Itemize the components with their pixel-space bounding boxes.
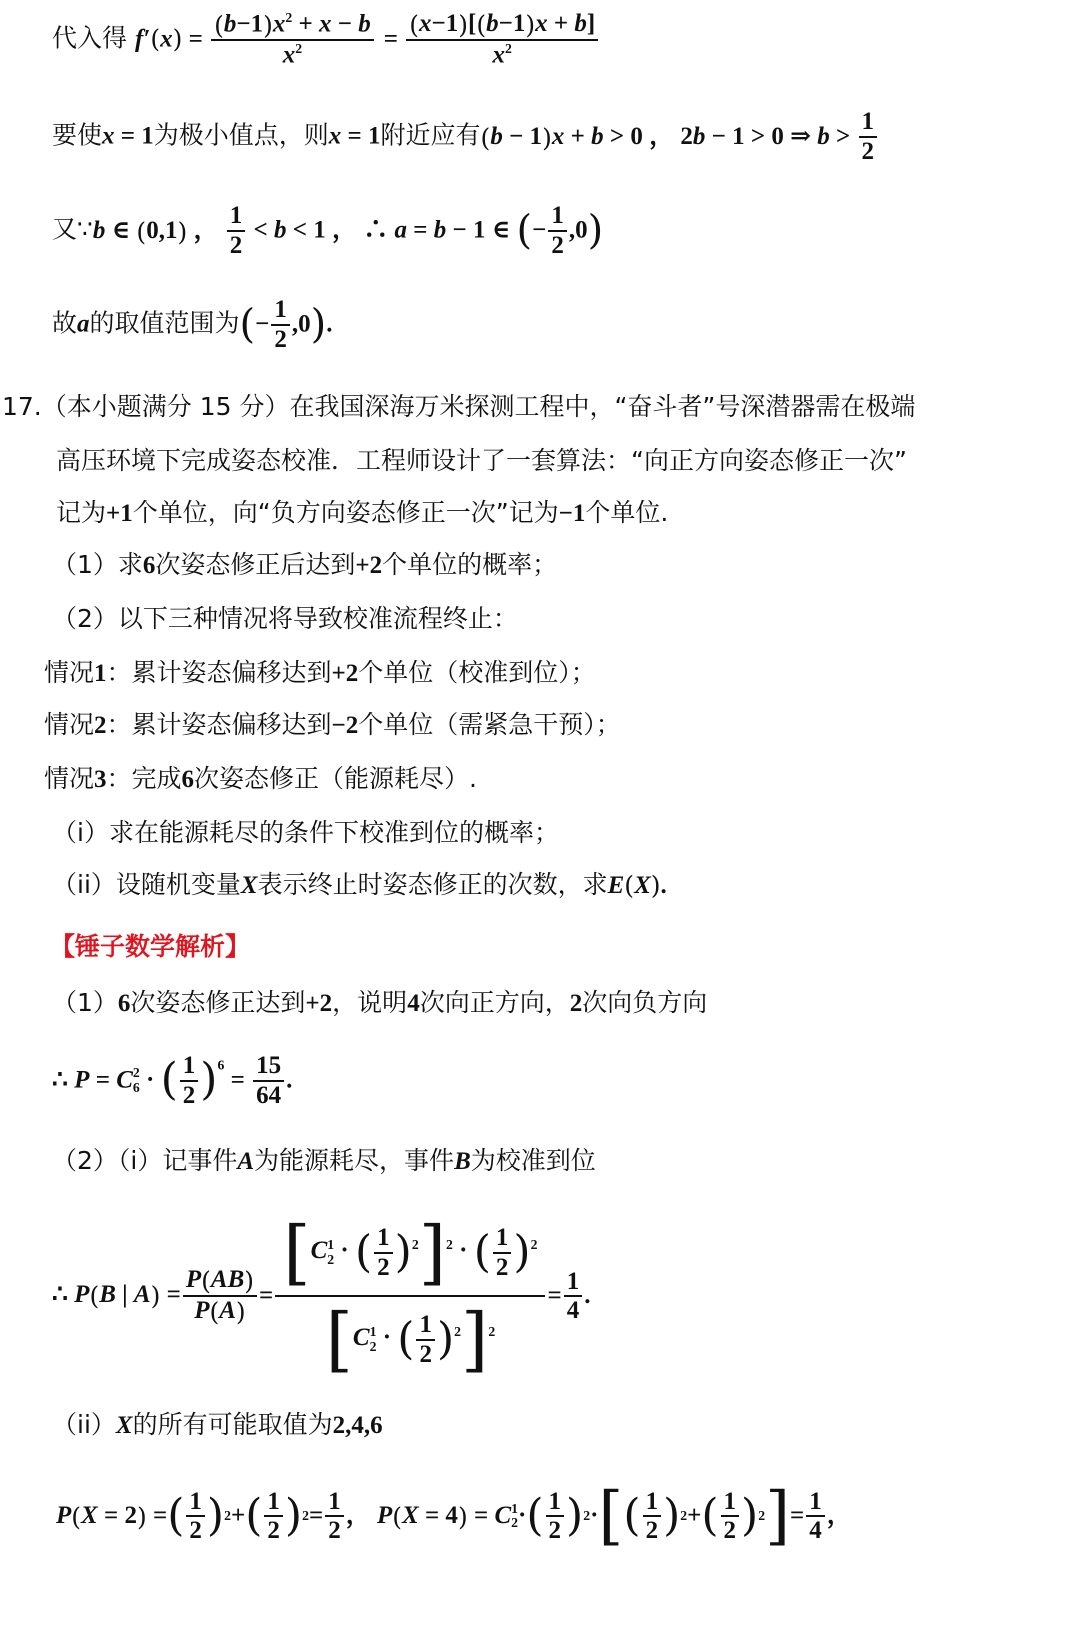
- distribution-formula: P(X = 2) = ( $\frac{1}{2}$ ) 2 + ( $\frac{1}{2}$ ) 2 = $\frac{1}{2}$ ， P(X = 4) = C 1 2 · ( $\frac{1}{2}$ ) 2 · [ ( $\frac{1}{2}$ ) 2 + ( $\frac{1}{2}$ ) 2 ] = $\frac{1}{4}$ ，: [56, 1479, 852, 1553]
- text: 个单位，向“负方向姿态修正一次”记为: [132, 498, 559, 527]
- sub-question-i: （i）求在能源耗尽的条件下校准到位的概率；: [52, 818, 559, 847]
- text: 个单位（需紧急干预）；: [358, 710, 621, 739]
- text: ：完成: [106, 764, 182, 793]
- question-17-line3: 记为+1个单位，向“负方向姿态修正一次”记为−1个单位.: [56, 498, 669, 527]
- derivative-line: 代入得 f′(x) = $\frac{(b-1)x^2 + x - b}{x^2}$ = $\frac{(x-1)[(b-1)x + b]}{x^2}$: [52, 10, 600, 69]
- text: 次向负方向: [582, 988, 708, 1017]
- text: 为能源耗尽，事件: [254, 1146, 455, 1175]
- solution-part2: （2）（i）记事件A为能源耗尽，事件B为校准到位: [52, 1146, 596, 1175]
- minimum-condition-line: 要使x = 1为极小值点，则x = 1附近应有(b − 1)x + b > 0 ， 2b − 1 > 0 ⇒ b > $\frac{1}{2}$: [52, 108, 879, 165]
- text: 为校准到位: [470, 1146, 596, 1175]
- text: 次向正方向，: [419, 988, 570, 1017]
- text: 的所有可能取值为: [132, 1410, 333, 1439]
- text: 要使: [52, 120, 103, 150]
- text: 情况: [44, 658, 95, 687]
- case-3: 情况3：完成6次姿态修正（能源耗尽）.: [44, 764, 477, 793]
- text: 又∵: [52, 214, 93, 244]
- range-b-line: 又∵b ∈ (0,1) ， $\frac{1}{2}$ < b < 1 ， ∴ a = b − 1 ∈ (− $\frac{1}{2}$ ,0): [52, 202, 604, 259]
- sub-question-ii: （ii）设随机变量X表示终止时姿态修正的次数，求E(X).: [52, 870, 667, 900]
- question-17-line2: 高压环境下完成姿态校准．工程师设计了一套算法：“向正方向姿态修正一次”: [56, 446, 907, 475]
- solution-part1: （1）6次姿态修正达到+2，说明4次向正方向，2次向负方向: [52, 988, 708, 1017]
- case-2: 情况2：累计姿态偏移达到−2个单位（需紧急干预）；: [44, 710, 621, 739]
- text: 个单位（校准到位）；: [358, 658, 596, 687]
- text: 表示终止时姿态修正的次数，求: [257, 870, 608, 899]
- text: 个单位的概率；: [382, 550, 558, 579]
- text: 次姿态修正后达到: [155, 550, 356, 579]
- text: （ii）设随机变量: [52, 870, 241, 899]
- text: 为极小值点，则: [153, 120, 329, 150]
- text: （1）求: [52, 550, 143, 579]
- text: 次姿态修正达到: [130, 988, 306, 1017]
- text: （2）（i）记事件: [52, 1146, 238, 1175]
- solution-part1-formula: ∴ P = C 2 6 · ( $\frac{1}{2}$ )$^6$ = $\frac{15}{64}$ .: [52, 1052, 293, 1109]
- text: ，说明: [332, 988, 408, 1017]
- text: 个单位.: [585, 498, 669, 527]
- text: ：累计姿态偏移达到: [106, 710, 332, 739]
- text: （ii）: [52, 1410, 116, 1439]
- question-17-head: 17.（本小题满分 15 分）在我国深海万米探测工程中，“奋斗者”号深潜器需在极端: [2, 392, 916, 421]
- conditional-probability-formula: ∴ P(B | A) = $\frac{P(AB)}{P(A)}$ = [C 1 2 · ( $\frac{1}{2}$ )$^2$]$^2$ · ( $\frac{1}{2}$ )$^2$ [C 1 2 · ( $\frac{1}{2}$ )$^2$]$^2$ = $\frac{1}{4}$ .: [52, 1211, 591, 1380]
- range-a-line: 故a的取值范围为(− $\frac{1}{2}$ ,0).: [52, 296, 333, 353]
- question-17-part2: （2）以下三种情况将导致校准流程终止：: [52, 604, 518, 633]
- text: 情况: [44, 710, 95, 739]
- text: 的取值范围为: [89, 308, 240, 338]
- text: 情况: [44, 764, 95, 793]
- text: 故: [52, 308, 78, 338]
- text: 记为: [56, 498, 107, 527]
- question-17-part1: （1）求6次姿态修正后达到+2个单位的概率；: [52, 550, 558, 579]
- text: （1）: [52, 988, 118, 1017]
- case-1: 情况1：累计姿态偏移达到+2个单位（校准到位）；: [44, 658, 596, 687]
- solution-part2-ii: （ii）X的所有可能取值为2,4,6: [52, 1410, 383, 1439]
- text: 次姿态修正（能源耗尽）.: [194, 764, 477, 793]
- text: 代入得: [52, 23, 128, 53]
- text: ：累计姿态偏移达到: [106, 658, 332, 687]
- text: 附近应有: [380, 120, 481, 150]
- solution-title: 【锤子数学解析】: [50, 932, 251, 961]
